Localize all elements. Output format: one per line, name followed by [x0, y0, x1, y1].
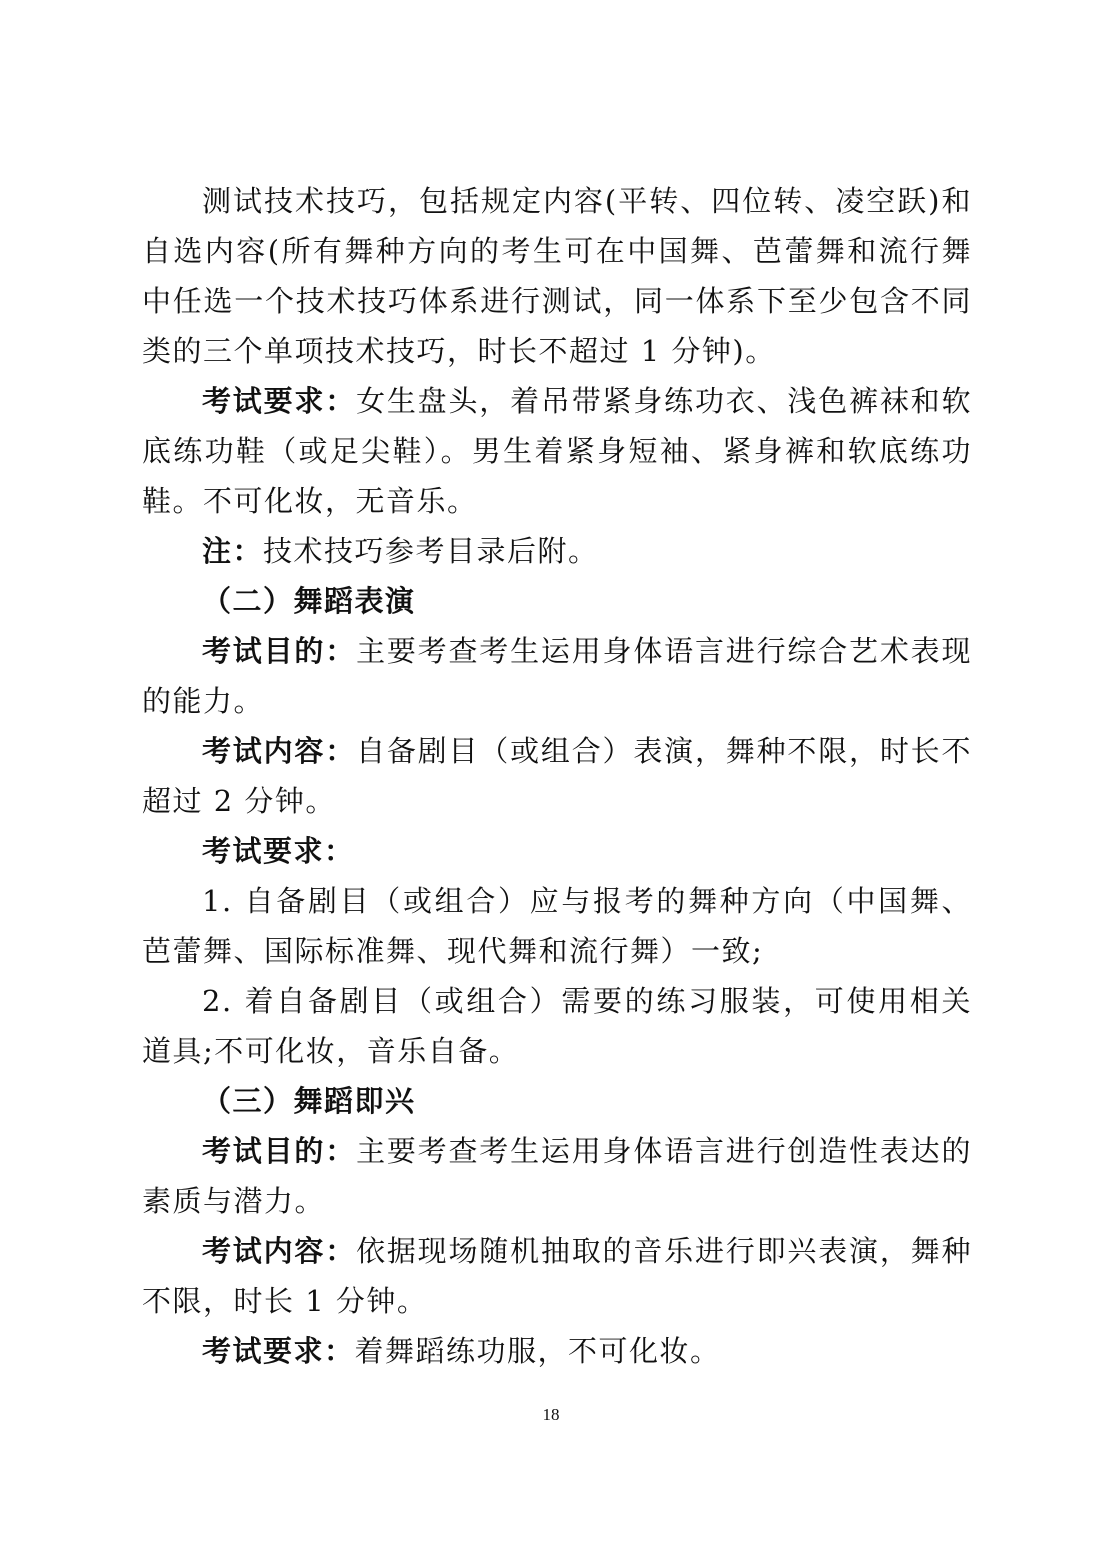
list-item-2: 2. 着自备剧目（或组合）需要的练习服装，可使用相关道具;不可化妆，音乐自备。 — [142, 984, 972, 1068]
text-exam-content: 自备剧目（或组合）表演，舞种不限，时长不超过 2 分钟。 — [142, 734, 972, 818]
paragraph-exam-purpose-2 — [142, 1126, 972, 1226]
paragraph-note — [142, 526, 972, 576]
paragraph-exam-requirements-1 — [142, 376, 972, 526]
label-exam-content: 考试内容： — [202, 734, 357, 768]
label-exam-requirements: 考试要求： — [202, 384, 357, 418]
paragraph-exam-content-1 — [142, 726, 972, 826]
text-exam-purpose: 主要考查考生运用身体语言进行综合艺术表现的能力。 — [142, 634, 972, 718]
text-note: 技术技巧参考目录后附。 — [263, 534, 599, 568]
paragraph-exam-content-2 — [142, 1226, 972, 1326]
heading-dance-performance: （二）舞蹈表演 — [202, 584, 416, 618]
label-exam-purpose: 考试目的： — [202, 634, 357, 668]
label-exam-purpose: 考试目的： — [202, 1134, 357, 1168]
label-exam-requirements-2: 考试要求： — [202, 834, 355, 868]
heading-dance-improvisation: （三）舞蹈即兴 — [202, 1084, 416, 1118]
page-number: 18 — [542, 1405, 560, 1424]
text-exam-requirements: 着舞蹈练功服，不可化妆。 — [354, 1334, 721, 1368]
paragraph-technique: 测试技术技巧，包括规定内容(平转、四位转、凌空跃)和自选内容(所有舞种方向的考生可在中国舞、芭蕾舞和流行舞中任选一个技术技巧体系进行测试，同一体系下至少包含不同类的三个单项技术技巧，时长不超过 1 分钟)。 — [142, 184, 972, 368]
text-exam-content: 依据现场随机抽取的音乐进行即兴表演，舞种不限，时长 1 分钟。 — [142, 1234, 972, 1318]
label-exam-content: 考试内容： — [202, 1234, 357, 1268]
label-exam-requirements: 考试要求： — [202, 1334, 355, 1368]
paragraph-exam-requirements-3 — [142, 1326, 972, 1376]
paragraph-exam-purpose-1 — [142, 626, 972, 726]
label-note: 注： — [202, 534, 264, 568]
text-exam-requirements: 女生盘头，着吊带紧身练功衣、浅色裤袜和软底练功鞋（或足尖鞋）。男生着紧身短袖、紧身裤和软底练功鞋。不可化妆，无音乐。 — [142, 384, 972, 518]
text-exam-purpose: 主要考查考生运用身体语言进行创造性表达的素质与潜力。 — [142, 1134, 972, 1218]
document-body — [142, 176, 972, 1376]
list-item-1: 1. 自备剧目（或组合）应与报考的舞种方向（中国舞、芭蕾舞、国际标准舞、现代舞和流行舞）一致; — [142, 884, 972, 968]
